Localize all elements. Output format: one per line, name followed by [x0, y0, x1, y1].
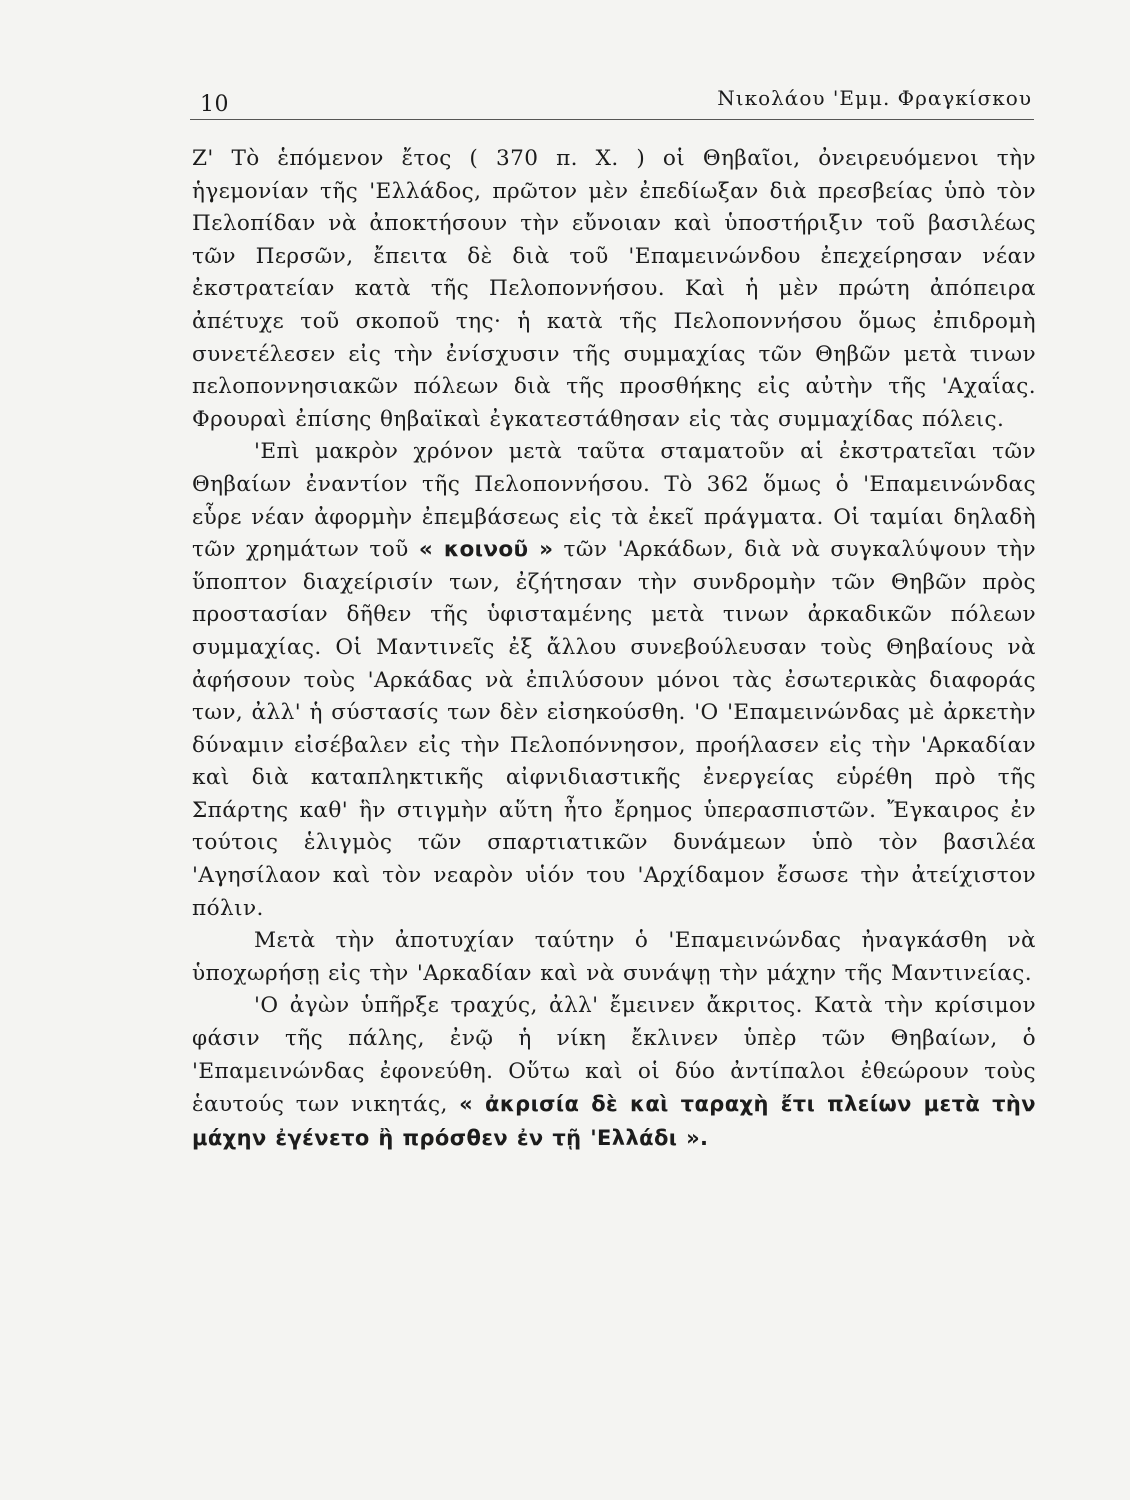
paragraph-1: [192, 143, 1036, 436]
paragraph-4: [192, 990, 1036, 1155]
page-header: [190, 80, 1034, 120]
paragraph-3-text: Μετὰ τὴν ἀποτυχίαν ταύτην ὁ 'Επαμεινώνδας ἠναγκάσθη νὰ ὑποχωρήσῃ εἰς τὴν 'Αρκαδίαν καὶ νὰ συνάψῃ τὴν μάχην τῆς Μαντινείας.: [192, 928, 1036, 986]
paragraph-1-text: Ζ' Τὸ ἑπόμενον ἔτος ( 370 π. Χ. ) οἱ Θηβαῖοι, ὀνειρευόμενοι τὴν ἡγεμονίαν τῆς 'Ελλάδος, πρῶτον μὲν ἐπεδίωξαν διὰ πρεσβείας ὑπὸ τὸν Πελοπίδαν νὰ ἀποκτήσουν τὴν εὔνοιαν καὶ ὑποστήριξιν τοῦ βασιλέως τῶν Περσῶν, ἔπειτα δὲ διὰ τοῦ 'Επαμεινώνδου ἐπεχείρησαν νέαν ἐκστρατείαν κατὰ τῆς Πελοποννήσου. Καὶ ἡ μὲν πρώτη ἀπόπειρα ἀπέτυχε τοῦ σκοποῦ της· ἡ κατὰ τῆς Πελοποννήσου ὅμως ἐπιδρομὴ συνετέλεσεν εἰς τὴν ἐνίσχυσιν τῆς συμμαχίας τῶν Θηβῶν μετὰ τινων πελοποννησιακῶν πόλεων διὰ τῆς προσθήκης εἰς αὐτὴν τῆς 'Αχαΐας. Φρουραὶ ἐπίσης θηβαϊκαὶ ἐγκατεστάθησαν εἰς τὰς συμμαχίδας πόλεις.: [192, 146, 1036, 432]
body-text: [192, 143, 1036, 1155]
paragraph-3: [192, 925, 1036, 990]
paragraph-2: [192, 436, 1036, 925]
header-rule: [190, 119, 1034, 120]
closing-quote: « ἀκρισία δὲ καὶ ταραχὴ ἔτι πλείων μετὰ τὴν μάχην ἐγένετο ἢ πρόσθεν ἐν τῇ 'Ελλάδι ».: [192, 1092, 1036, 1150]
paragraph-2-text-a: 'Επὶ μακρὸν χρόνον μετὰ ταῦτα σταματοῦν αἱ ἐκστρατεῖαι τῶν Θηβαίων ἐναντίον τῆς Πελοποννήσου. Τὸ 362 ὅμως ὁ 'Επαμεινώνδας εὗρε νέαν ἀφορμὴν ἐπεμβάσεως εἰς τὰ ἐκεῖ πράγματα. Οἱ ταμίαι δηλαδὴ τῶν χρημάτων τοῦ: [192, 439, 1036, 563]
paragraph-2-text-b: τῶν 'Αρκάδων, διὰ νὰ συγκαλύψουν τὴν ὕποπτον διαχείρισίν των, ἐζήτησαν τὴν συνδρομὴν τῶν Θηβῶν πρὸς προστασίαν δῆθεν τῆς ὑφισταμένης μετὰ τινων ἀρκαδικῶν πόλεων συμμαχίας. Οἱ Μαντινεῖς ἐξ ἄλλου συνεβούλευσαν τοὺς Θηβαίους νὰ ἀφήσουν τοὺς 'Αρκάδας νὰ ἐπιλύσουν μόνοι τὰς ἐσωτερικὰς διαφοράς των, ἀλλ' ἡ σύστασίς των δὲν εἰσηκούσθη. 'Ο 'Επαμεινώνδας μὲ ἀρκετὴν δύναμιν εἰσέβαλεν εἰς τὴν Πελοπόννησον, προήλασεν εἰς τὴν 'Αρκαδίαν καὶ διὰ καταπληκτικῆς αἰφνιδιαστικῆς ἐνεργείας εὑρέθη πρὸ τῆς Σπάρτης καθ' ἣν στιγμὴν αὕτη ἦτο ἔρημος ὑπερασπιστῶν. Ἔγκαιρος ἐν τούτοις ἑλιγμὸς τῶν σπαρτιατικῶν δυνάμεων ὑπὸ τὸν βασιλέα 'Αγησίλαον καὶ τὸν νεαρὸν υἱόν του 'Αρχίδαμον ἔσωσε τὴν ἀτείχιστον πόλιν.: [192, 537, 1036, 921]
paragraph-4-text: 'Ο ἀγὼν ὑπῆρξε τραχύς, ἀλλ' ἔμεινεν ἄκριτος. Κατὰ τὴν κρίσιμον φάσιν τῆς πάλης, ἐνῷ ἡ νίκη ἔκλινεν ὑπὲρ τῶν Θηβαίων, ὁ 'Επαμεινώνδας ἐφονεύθη. Οὕτω καὶ οἱ δύο ἀντίπαλοι ἐθεώρουν τοὺς ἑαυτούς των νικητάς,: [192, 993, 1036, 1118]
koinou-emphasis: « κοινοῦ »: [418, 537, 554, 563]
page-number: 10: [200, 92, 229, 117]
running-head: Νικολάου 'Εμμ. Φραγκίσκου: [717, 86, 1032, 110]
